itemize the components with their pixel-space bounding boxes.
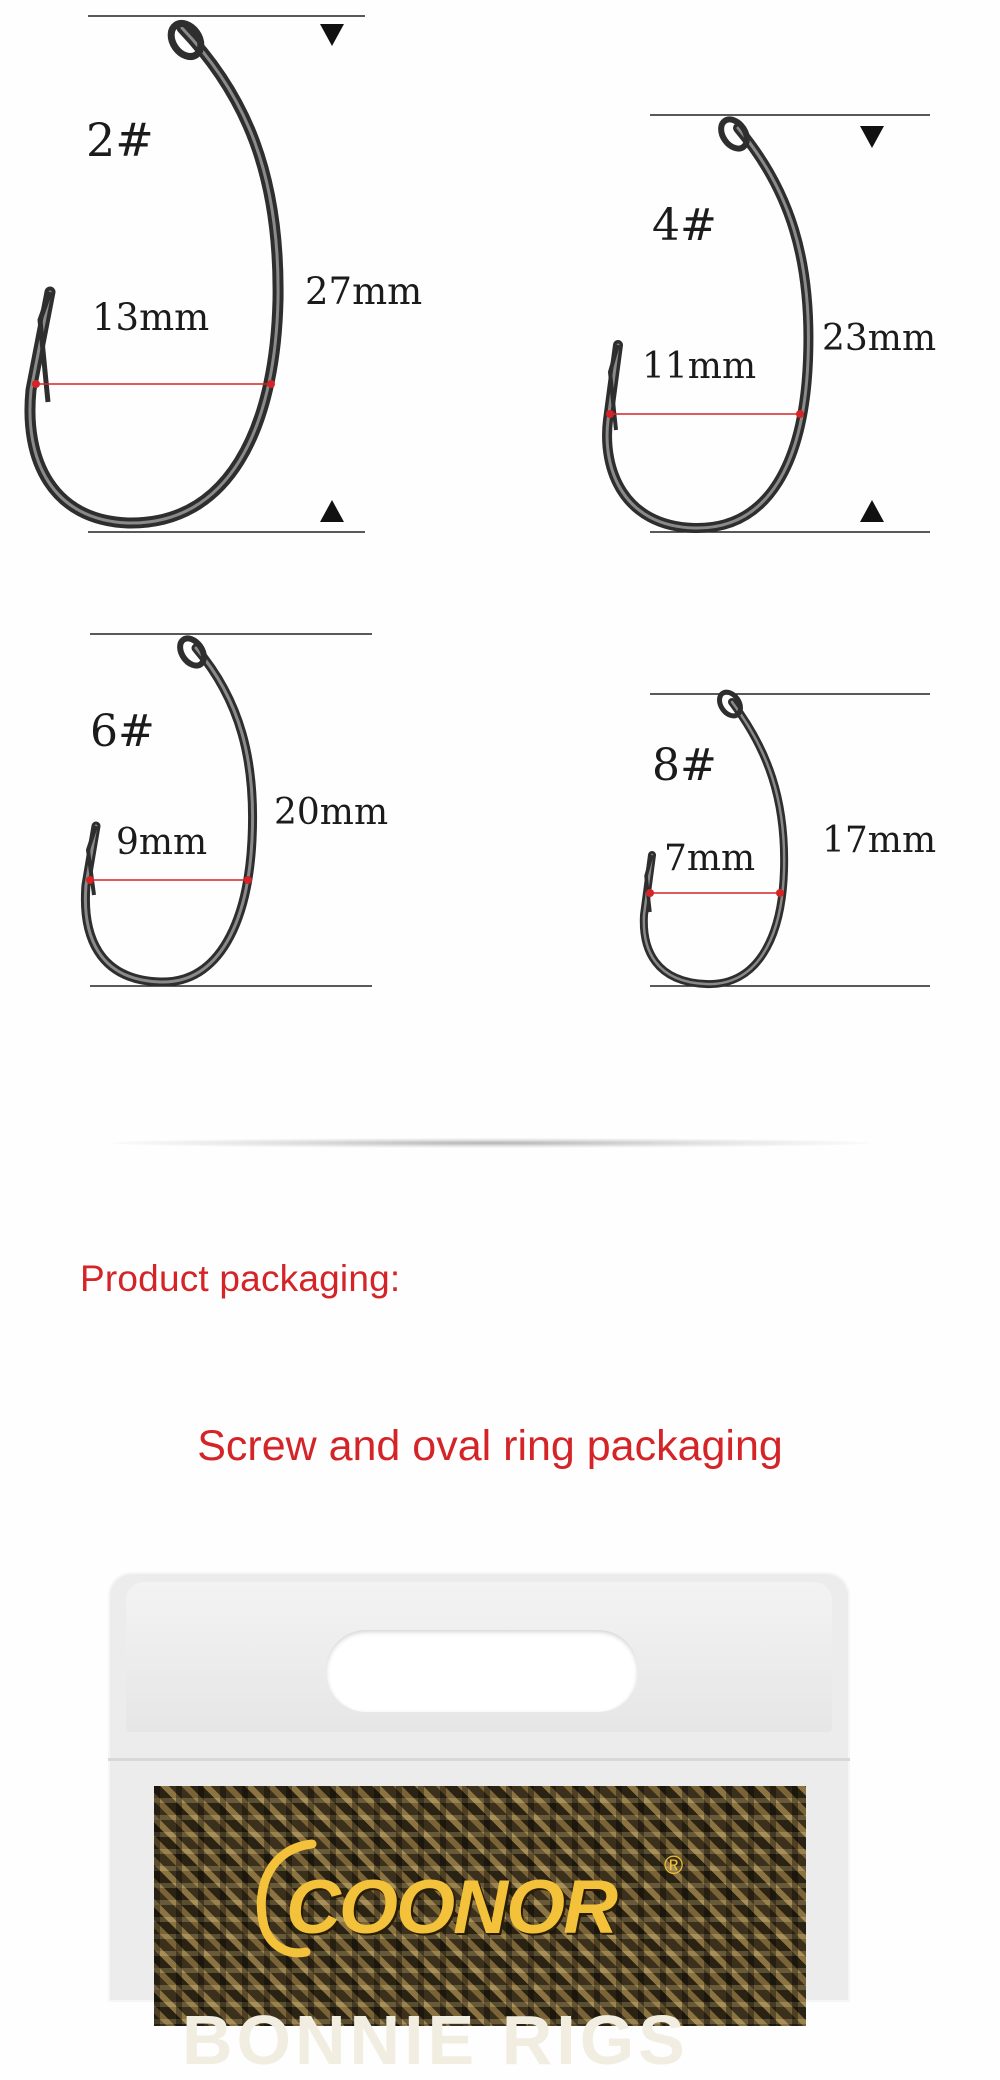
measure-dot [244,876,252,884]
up-arrow-icon [860,500,884,522]
hook-6 [85,634,388,986]
measure-dot [776,889,784,897]
measure-dot [267,380,275,388]
brand-logo [242,1826,702,1966]
hook-gap-label: 13mm [92,296,210,339]
down-arrow-icon [860,126,884,148]
hook-eye [175,634,209,670]
hook-8 [644,688,936,986]
hook-eye [716,115,752,154]
hook-2 [30,16,422,532]
hook-4 [606,115,936,532]
packaging-subheading: Screw and oval ring packaging [197,1422,783,1470]
hang-hole [326,1630,638,1712]
measure-dot [646,889,654,897]
product-package [108,1572,850,2079]
packaging-heading: Product packaging: [80,1258,401,1299]
package-seal-line [108,1758,850,1761]
measure-dot [606,410,614,418]
package-card [154,1786,806,2079]
hook-gap-label: 11mm [642,346,757,387]
hook-gap-label: 9mm [116,822,208,863]
registered-mark: ® [664,1850,684,1880]
hook-length-label: 20mm [274,792,389,833]
down-arrow-icon [320,24,344,46]
hook-length-label: 23mm [822,318,937,359]
measure-dot [796,410,804,418]
hook-size-diagram [0,0,1000,1000]
hook-length-label: 17mm [822,820,937,861]
card-product-text: BONNIE RIGS [182,2001,689,2079]
hook-size-label: 2# [86,113,154,167]
hook-size-label: 8# [652,740,717,791]
brand-name: COONOR [286,1865,616,1950]
hook-gap-label: 7mm [664,838,756,879]
hook-size-label: 6# [90,706,155,757]
hook-body [30,28,278,523]
hook-length-label: 27mm [305,270,423,313]
measure-dot [86,876,94,884]
hook-size-label: 4# [652,200,717,251]
section-divider [110,1138,870,1148]
hook-highlight [607,128,808,528]
measure-dot [32,380,40,388]
up-arrow-icon [320,500,344,522]
